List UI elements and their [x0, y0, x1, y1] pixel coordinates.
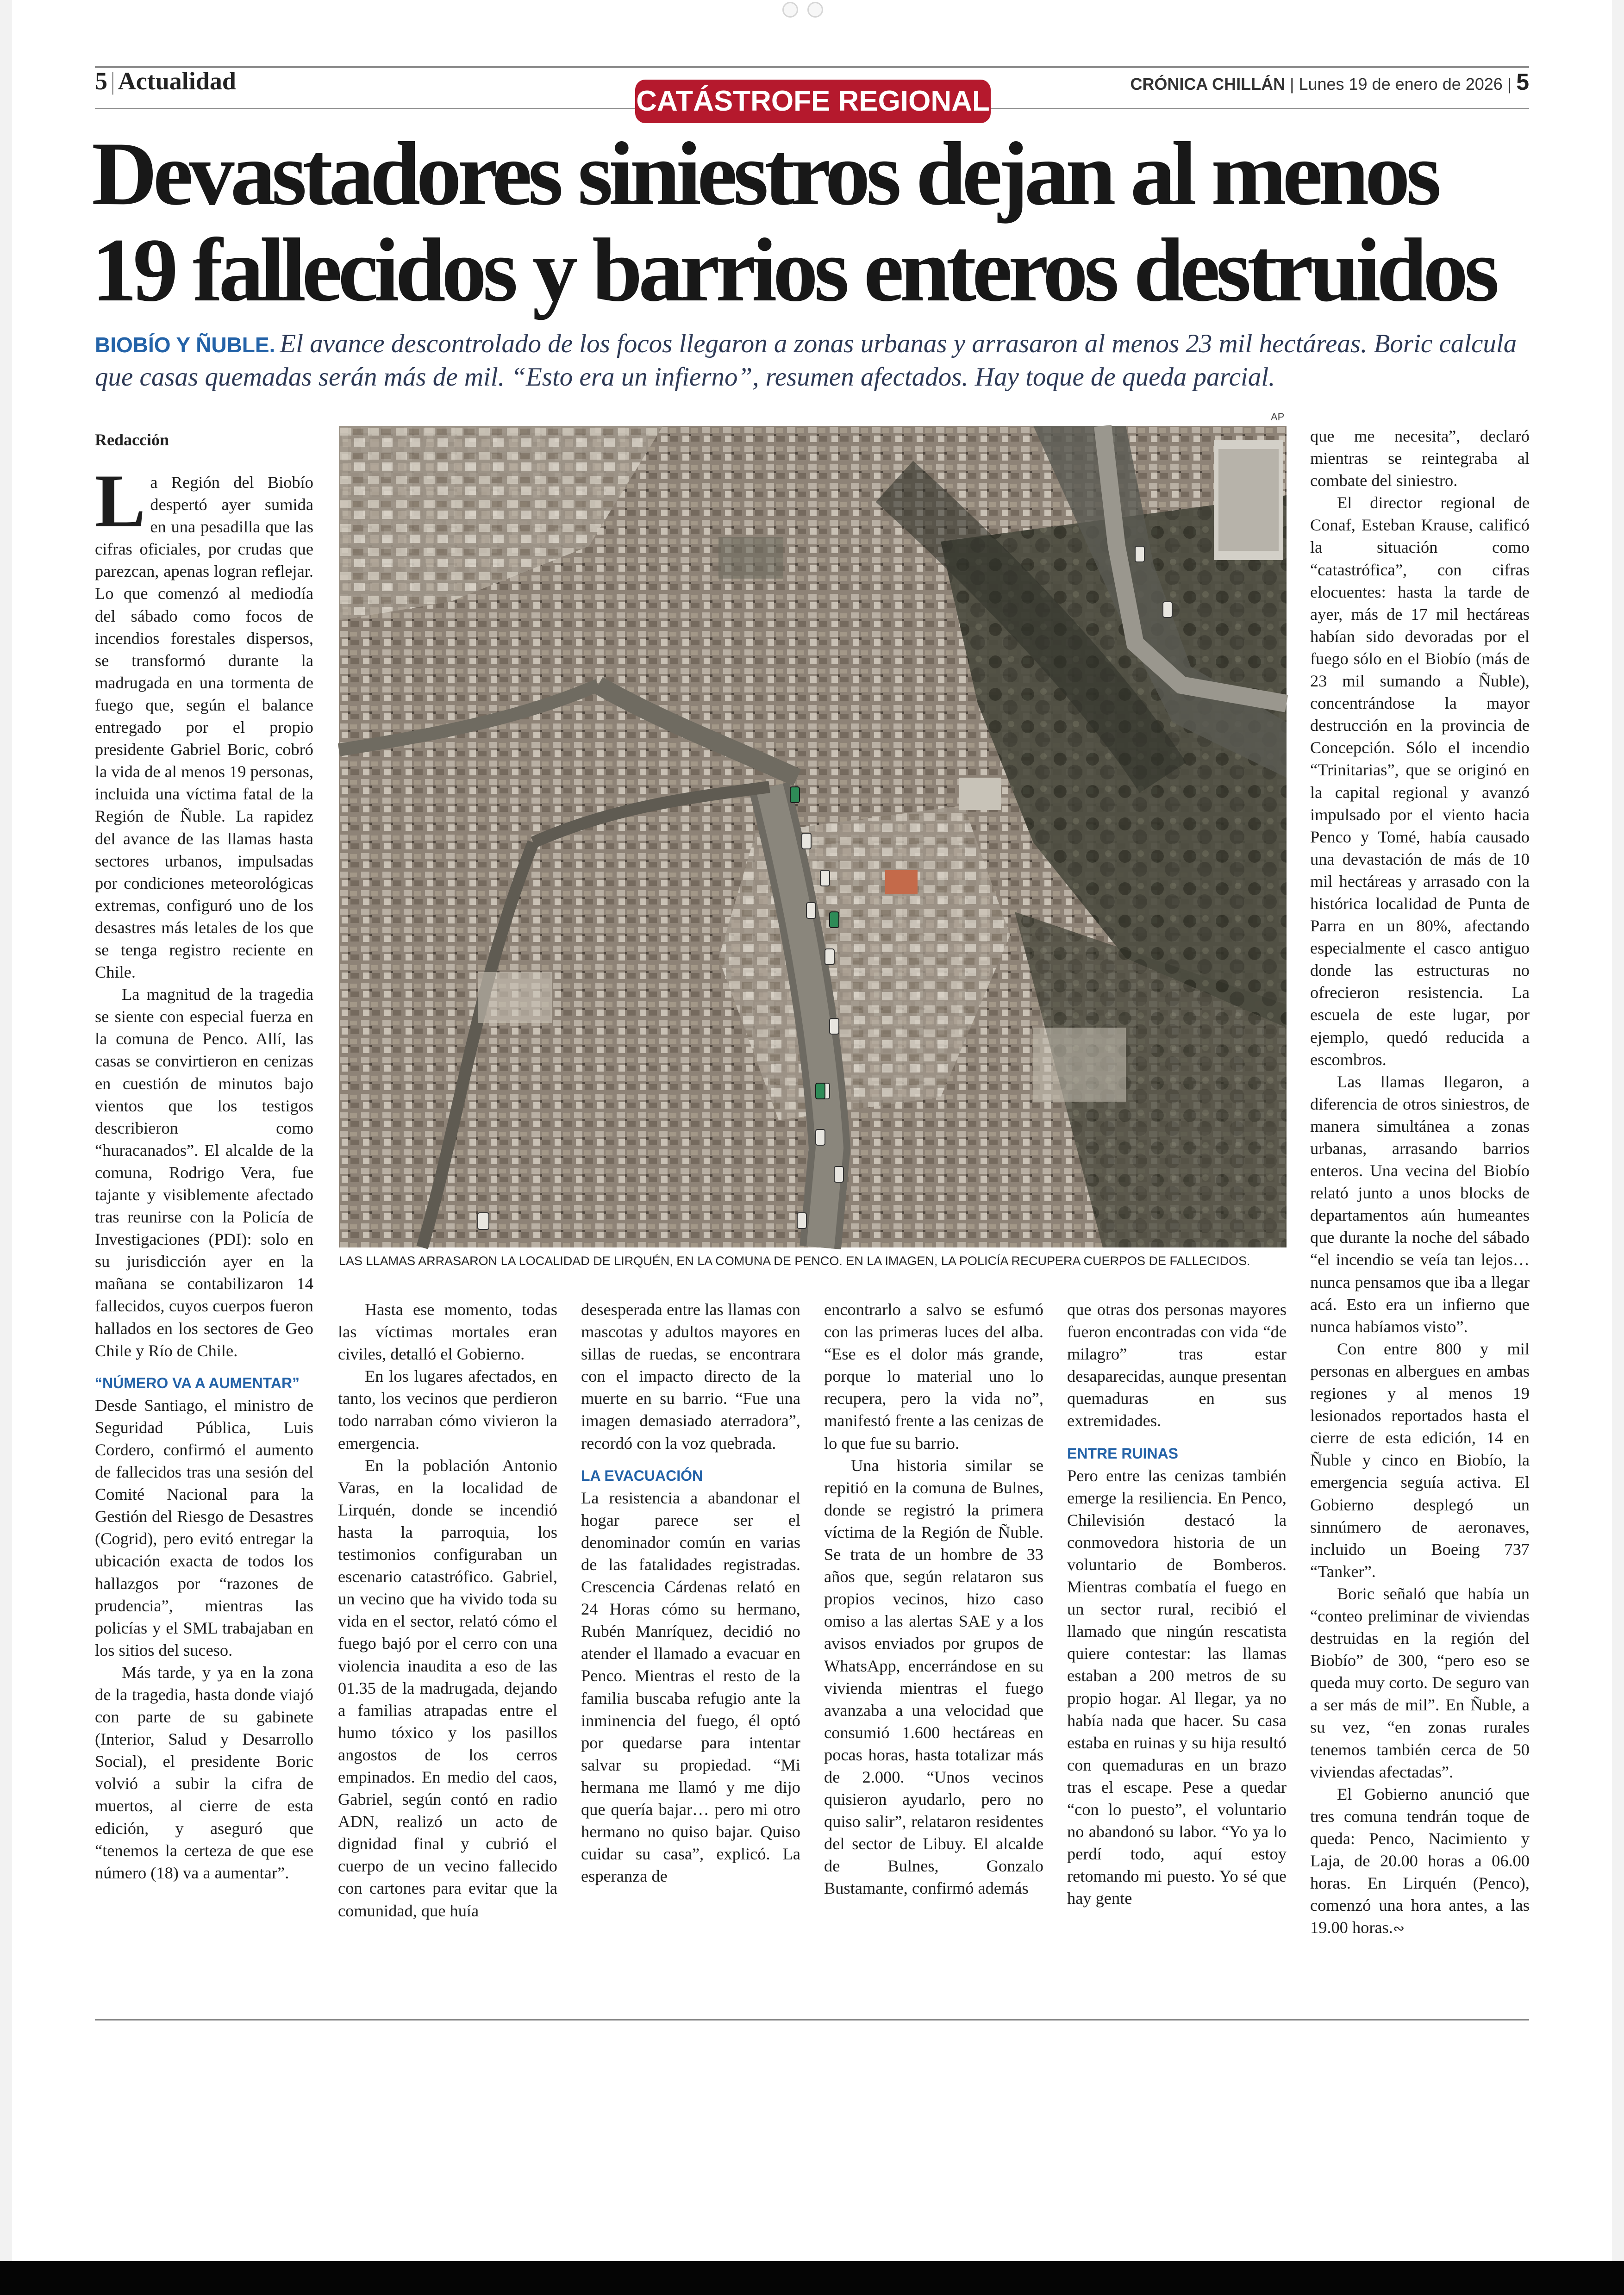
standfirst — [95, 328, 1530, 393]
paragraph: Las llamas llegaron, a diferencia de otros siniestros, de manera simultánea a zonas urbanas, arrasando barrios enteros. Una vecina del Biobío relató junto a unos blocks de departamentos aún humeantes que durante la noche del sábado “el incendio se veía tan lejos… nunca pensamos que iba a llegar acá. Esto era un infierno que nunca habíamos visto”. — [1310, 1072, 1530, 1336]
article-column-6 — [1310, 425, 1530, 1937]
paragraph: Más tarde, y ya en la zona de la tragedia, hasta donde viajó con parte de su gabinete (Interior, Salud y Desarrollo Social), el presidente Boric volvió a subir la cifra de muertos, al cierre de esta edición, y aseguró que “tenemos la certeza de que ese número (18) va a aumentar”. — [95, 1663, 313, 1882]
issue-date: Lunes 19 de enero de 2026 — [1299, 75, 1503, 94]
article-column-4 — [824, 1298, 1043, 1905]
paragraph: La resistencia a abandonar el hogar parece ser el denominador común en varias de las fatalidades registradas. Crescencia Cárdenas relató en 24 Horas cómo su hermano, Rubén Manríquez, decidió no atender el llamado a evacuar en Penco. Mientras el resto de la familia buscaba refugio ante la inminencia del fuego, él optó por quedarse para intentar salvar su propiedad. “Mi hermana me llamó y me dijo que quería bajar… pero mi otro hermano no quiso bajar. Quiso cuidar su casa”, explicó. La esperanza de — [581, 1488, 800, 1886]
headline — [92, 126, 1536, 318]
byline: Redacción — [95, 430, 169, 449]
paragraph: Una historia similar se repitió en la comuna de Bulnes, donde se registró la primera víctima de la Región de Ñuble. Se trata de un hombre de 33 años que, según relataron sus propios vecinos, hizo caso omiso a las alertas SAE y a los avisos enviados por grupos de WhatsApp, encerrándose en su vivienda mientras el fuego avanzaba a una velocidad que consumió 1.600 hectáreas en pocas horas, hasta totalizar más de 2.000. “Unos vecinos quisieron ayudarlo, pero no quiso salir”, relataron residentes del sector de Libuy. El alcalde de Bulnes, Gonzalo Bustamante, confirmó además — [824, 1456, 1043, 1898]
paragraph: desesperada entre las llamas con mascotas y adultos mayores en sillas de ruedas, se encontrara con el impacto directo de la muerte en su barrio. “Fue una imagen demasiado aterradora”, recordó con la voz quebrada. — [581, 1300, 800, 1453]
standfirst-text: El avance descontrolado de los focos llegaron a zonas urbanas y arrasaron al menos 23 mil hectáreas. Boric calcula que casas quemadas serán más de mil. “Esto era un infierno”, resumen afectados. Hay toque de queda parcial. — [95, 329, 1517, 392]
paragraph: El director regional de Conaf, Esteban Krause, calificó la situación como “catastrófica”, con cifras elocuentes: hasta la tarde de ayer, más de 17 mil hectáreas habían sido devoradas por el fuego sólo en el Biobío (más de 23 mil sumando a Ñuble), concentrándose la mayor destrucción en la provincia de Concepción. Sólo el incendio “Trinitarias”, que se originó en la capital regional y avanzó impulsado por el viento hacia Penco y Tomé, había causado una devastación de más de 10 mil hectáreas y arrasado con la histórica localidad de Punta de Parra en un 80%, afectando especialmente el casco antiguo donde las estructuras no ofrecieron resistencia. La escuela de este lugar, por ejemplo, quedó reducida a escombros. — [1310, 493, 1530, 1069]
pager-dot[interactable] — [807, 2, 823, 18]
kicker-badge: CATÁSTROFE REGIONAL — [635, 80, 991, 123]
photo-caption: LAS LLAMAS ARRASARON LA LOCALIDAD DE LIRQUÉN, EN LA COMUNA DE PENCO. EN LA IMAGEN, LA POLICÍA RECUPERA CUERPOS DE FALLECIDOS. — [339, 1254, 1250, 1268]
headline-line-2: 19 fallecidos y barrios enteros destruidos — [92, 220, 1495, 320]
standfirst-tag: BIOBÍO Y ÑUBLE. — [95, 333, 275, 357]
header-rule-top — [95, 66, 1529, 68]
footer-rule — [95, 2019, 1529, 2021]
paragraph: En la población Antonio Varas, en la localidad de Lirquén, donde se incendió hasta la parroquia, los testimonios configuraban un escenario catastrófico. Gabriel, un vecino que ha vivido toda su vida en el sector, relató cómo el fuego bajó por el cerro con una violencia inaudita a eso de las 01.35 de la madrugada, dejando a familias atrapadas entre el humo tóxico y los pasillos angostos de los cerros empinados. En medio del caos, Gabriel, según contó en radio ADN, realizó un acto de dignidad final y cubrió el cuerpo de un vecino fallecido con cartones para evitar que la comunidad, que huía — [338, 1456, 557, 1920]
folio: CRÓNICA CHILLÁN | Lunes 19 de enero de 2026 | 5 — [1130, 69, 1529, 95]
section-label: 5 | Actualidad — [95, 67, 236, 95]
subhead-entre-ruinas: ENTRE RUINAS — [1067, 1445, 1179, 1462]
end-mark-icon: ∾ — [1393, 1921, 1405, 1937]
subhead-numero: “NÚMERO VA A AUMENTAR” — [95, 1374, 300, 1391]
article-column-3 — [581, 1298, 800, 1905]
paragraph: Desde Santiago, el ministro de Seguridad Pública, Luis Cordero, confirmó el aumento de fallecidos tras una sesión del Comité Nacional para la Gestión del Riesgo de Desastres (Cogrid), pero evitó entregar la ubicación exacta de todos los hallazgos por “razones de prudencia”, mientras las policías y el SML trabajaban en los sitios del suceso. — [95, 1396, 313, 1659]
paragraph: La Región del Biobío despertó ayer sumida en una pesadilla que las cifras oficiales, por crudas que parezcan, apenas logran reflejar. Lo que comenzó al mediodía del sábado como focos de incendios forestales dispersos, se transformó durante la madrugada en una tormenta de fuego que, según el balance entregado por el propio presidente Gabriel Boric, cobró la vida de al menos 19 personas, incluida una víctima fatal de la Región de Ñuble. La rapidez del avance de las llamas hasta sectores urbanos, impulsadas por condiciones meteorológicas extremas, configuró uno de los desastres más letales de los que se tenga registro reciente en Chile. — [95, 459, 313, 982]
article-column-1 — [95, 459, 313, 1906]
drop-cap: L — [95, 459, 146, 543]
page-pager — [782, 2, 823, 18]
paragraph: El Gobierno anunció que tres comuna tendrán toque de queda: Penco, Nacimiento y Laja, de 20.00 horas a 06.00 horas. En Lirquén (Penco), comenzó una hora antes, a las 19.00 horas.∾ — [1310, 1784, 1530, 1937]
paragraph: La magnitud de la tragedia se siente con especial fuerza en la comuna de Penco. Allí, las casas se convirtieron en cenizas en cuestión de minutos bajo vientos que los testigos describieron como “huracanados”. El alcalde de la comuna, Rodrigo Vera, fue tajante y visiblemente afectado tras reunirse con la Policía de Investigaciones (PDI): solo en su jurisdicción ayer en la mañana se contabilizaron 14 fallecidos, cuyos cuerpos fueron hallados en los sectores de Geo Chile y Río de Chile. — [95, 985, 313, 1360]
pager-dot[interactable] — [782, 2, 798, 18]
photo-credit: AP — [1271, 411, 1285, 423]
article-column-2 — [338, 1298, 557, 1920]
aerial-photo — [339, 426, 1287, 1247]
article-column-5 — [1067, 1298, 1287, 1908]
paragraph: que me necesita”, declaró mientras se reintegraba al combate del siniestro. — [1310, 427, 1530, 490]
paragraph: Pero entre las cenizas también emerge la resiliencia. En Penco, Chilevisión destacó la conmovedora historia de un voluntario de Bomberos. Mientras combatía el fuego en un sector rural, recibió el llamado que ningún rescatista quiere contestar: las llamas estaban a 200 metros de su propio hogar. Al llegar, ya no había nada que hacer. Su casa estaba en ruinas y su hija resultó con quemaduras en un brazo tras el escape. Pese a quedar “con lo puesto”, el voluntario no abandonó su labor. “Yo ya lo perdí todo, aquí estoy retomando mi puesto. Yo sé que hay gente — [1067, 1466, 1287, 1908]
paragraph: que otras dos personas mayores fueron encontradas con vida “de milagro” tras estar desaparecidas, aunque presentan quemaduras en sus extremidades. — [1067, 1300, 1287, 1430]
page-left-margin — [0, 0, 12, 2261]
paragraph: Boric señaló que había un “conteo preliminar de viviendas destruidas en la región del Biobío” de 300, “pero eso se queda muy corto. De seguro van a ser más de mil”. En Ñuble, a su vez, “en zonas rurales tenemos también cerca de 50 viviendas afectadas”. — [1310, 1584, 1530, 1781]
page-right-margin — [1612, 0, 1624, 2261]
viewer-bottom-bar — [0, 2261, 1624, 2295]
page-number: 5 — [1516, 69, 1529, 95]
paragraph: En los lugares afectados, en tanto, los vecinos que perdieron todo narraban cómo vivieron la emergencia. — [338, 1367, 557, 1453]
subhead-evacuacion: LA EVACUACIÓN — [581, 1467, 703, 1484]
paragraph: Con entre 800 y mil personas en albergues en ambas regiones y al menos 19 lesionados reportados hasta el cierre de esta edición, 14 en Ñuble y cinco en Biobío, la emergencia seguía activa. El Gobierno desplegó un sinnúmero de aeronaves, incluido un Boeing 737 “Tanker”. — [1310, 1339, 1530, 1581]
headline-line-1: Devastadores siniestros dejan al menos — [92, 124, 1437, 224]
publication-name: CRÓNICA CHILLÁN — [1130, 75, 1286, 94]
paragraph: Hasta ese momento, todas las víctimas mortales eran civiles, detalló el Gobierno. — [338, 1300, 557, 1364]
paragraph: encontrarlo a salvo se esfumó con las primeras luces del alba. “Ese es el dolor más grande, porque lo material uno lo recupera, pero la vida no”, manifestó frente a las cenizas de lo que fue su barrio. — [824, 1300, 1043, 1453]
section-number: 5 — [95, 67, 107, 95]
